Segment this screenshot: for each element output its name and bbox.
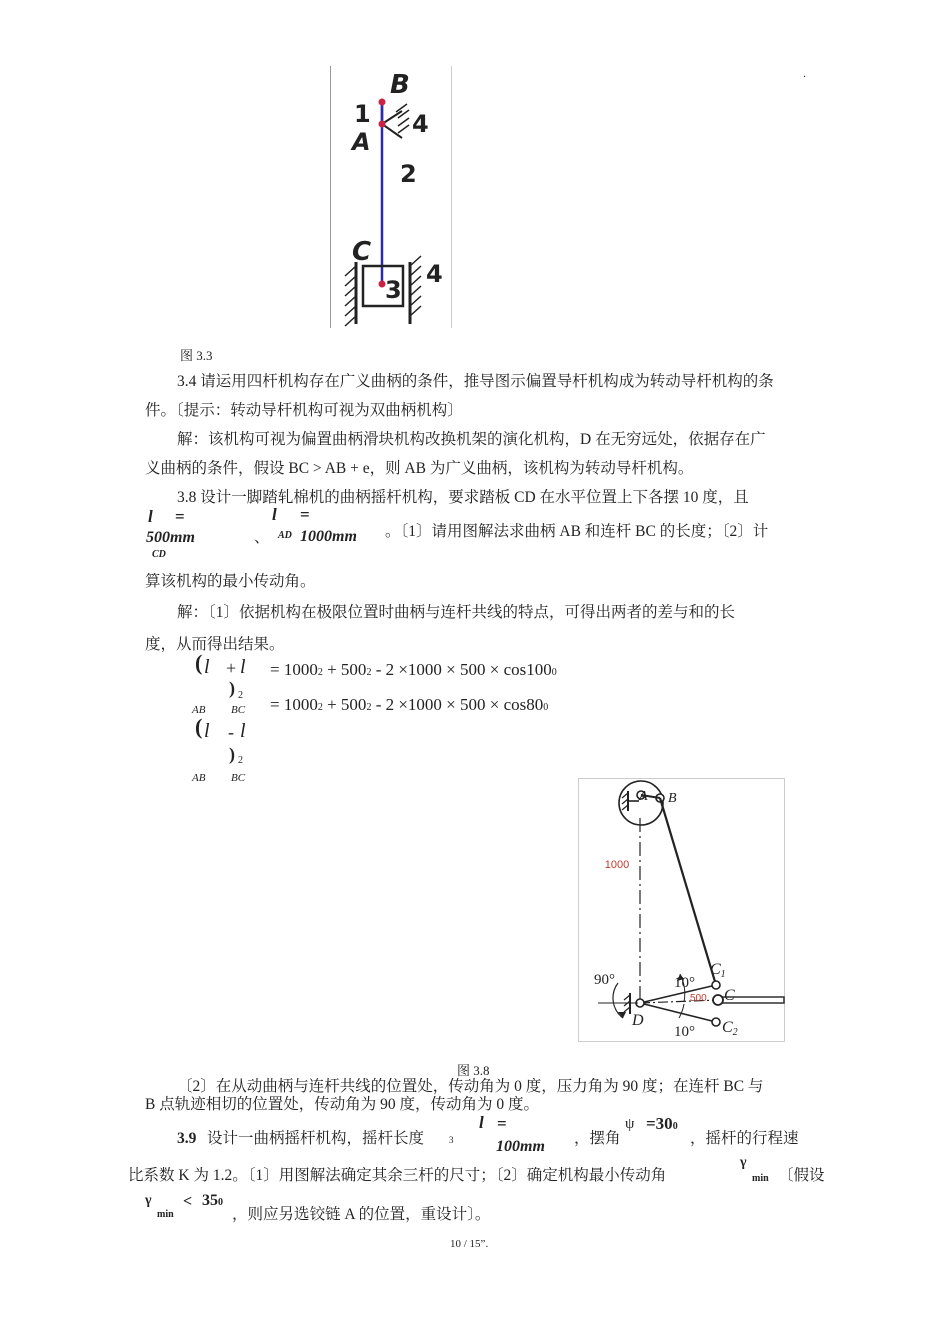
square-1: 2 xyxy=(238,690,243,701)
rhs-1-a: = 1000 xyxy=(270,660,318,679)
fig33-label-2: 2 xyxy=(400,160,417,188)
corner-dot: . xyxy=(803,66,806,80)
figure-3-8-caption: 图 3.8 xyxy=(457,1063,490,1078)
fig38-label-c: C xyxy=(724,987,735,1004)
rhs-1-c: - 2 ×1000 × 500 × cos100 xyxy=(371,660,552,679)
sub-bc-2: BC xyxy=(231,772,246,784)
fig38-label-c2-sub: 2 xyxy=(732,1027,738,1038)
solution-3-8-line2: 度，从而得出结果。 xyxy=(145,636,285,653)
figure-3-3-drawing xyxy=(330,66,452,328)
sub-ab-2: AB xyxy=(192,772,206,784)
gamma-symbol-1: γ xyxy=(740,1155,747,1170)
problem-3-8-line1: 3.8 设计一脚踏轧棉机的曲柄摇杆机构，要求踏板 CD 在水平位置上下各摆 10 度，且 xyxy=(177,489,749,506)
rocker-l-equals: = xyxy=(497,1114,507,1133)
problem-3-9-text3: ，摇杆的行程速 xyxy=(690,1130,799,1147)
paren-open-1: ( xyxy=(195,650,203,675)
gamma-limit-degree: 0 xyxy=(218,1197,223,1208)
paren-open-2: ( xyxy=(195,714,203,739)
problem-3-8-line3: 算该机构的最小传动角。 xyxy=(145,573,316,590)
problem-3-4-line2: 件。〔提示：转动导杆机构可视为双曲柄机构〕 xyxy=(145,402,463,419)
l-cd-value: 500mm xyxy=(146,529,195,546)
problem-3-9-line2: 比系数 K 为 1.2。〔1〕用图解法确定其余三杆的尺寸；〔2〕确定机构最小传动角 xyxy=(128,1167,667,1184)
plus-sign: + xyxy=(226,658,237,678)
paren-close-2: ) xyxy=(229,744,235,764)
solution-3-8-line1: 解：〔1〕依据机构在极限位置时曲柄与连杆共线的特点，可得出两者的差与和的长 xyxy=(177,604,736,621)
fig33-label-4-bottom: 4 xyxy=(426,260,443,288)
figure-3-3-caption: 图 3.3 xyxy=(180,348,213,363)
rhs-2-deg: 0 xyxy=(543,702,549,713)
gamma-min-2: min xyxy=(157,1209,174,1220)
rocker-sub-3: 3 xyxy=(449,1135,454,1145)
l-bc-2: l xyxy=(240,720,246,742)
l-cd-equals: = xyxy=(175,507,185,526)
rhs-2-sq-a: 2 xyxy=(317,702,323,713)
fig38-label-b: B xyxy=(668,791,677,806)
psi-degree: 0 xyxy=(672,1121,678,1132)
sub-ab-1: AB xyxy=(192,704,206,716)
fig38-label-c1-main: C xyxy=(710,961,721,978)
separator: 、 xyxy=(254,529,270,546)
l-bc-1: l xyxy=(240,656,246,678)
problem-3-8-line2-rest: 。〔1〕请用图解法求曲柄 AB 和连杆 BC 的长度；〔2〕计 xyxy=(385,523,769,540)
fig38-label-c1-sub: 1 xyxy=(720,969,726,980)
rhs-1-deg: 0 xyxy=(551,667,557,678)
less-than: < xyxy=(183,1193,193,1210)
problem-3-9-number: 3.9 xyxy=(177,1130,197,1147)
problem-3-9-line3: ，则应另选铰链 A 的位置，重设计〕。 xyxy=(232,1206,491,1223)
gamma-min-1: min xyxy=(752,1173,769,1184)
rhs-2-b: + 500 xyxy=(322,695,367,714)
minus-sign: - xyxy=(228,722,234,742)
page-footer: 10 / 15”. xyxy=(450,1238,489,1250)
fig33-label-4-top: 4 xyxy=(412,110,429,138)
gamma-symbol-2: γ xyxy=(145,1193,152,1208)
gamma-limit-number: 35 xyxy=(202,1192,218,1209)
rhs-1-sq-b: 2 xyxy=(366,667,372,678)
psi-symbol: ψ xyxy=(625,1116,635,1132)
fig38-angle-10-upper: 10° xyxy=(674,975,695,991)
solution-3-8-part2-line1: 〔2〕在从动曲柄与连杆共线的位置处，传动角为 0 度，压力角为 90 度；在连杆 BC 与 xyxy=(177,1078,764,1095)
fig38-label-c2 xyxy=(722,1019,738,1038)
fig33-label-c: C xyxy=(352,237,372,267)
rhs-2-c: - 2 ×1000 × 500 × cos80 xyxy=(371,695,544,714)
fig38-length-1000: 1000 xyxy=(604,859,630,871)
sub-bc-1: BC xyxy=(231,704,246,716)
l-ad-symbol: l xyxy=(272,505,277,524)
solution-3-8-part2-line2: B 点轨迹相切的位置处，传动角为 90 度，传动角为 0 度。 xyxy=(145,1096,539,1113)
fig38-length-500: 500 xyxy=(690,993,707,1004)
fig38-label-d: D xyxy=(632,1012,644,1029)
rhs-2-sq-b: 2 xyxy=(366,702,372,713)
fig38-label-c2-main: C xyxy=(722,1019,733,1036)
gamma-limit xyxy=(202,1192,223,1210)
fig33-label-b: B xyxy=(390,70,410,100)
l-ad-equals: = xyxy=(300,505,310,524)
fig33-label-3: 3 xyxy=(385,276,402,304)
figure-3-8-drawing xyxy=(578,778,786,1042)
square-2: 2 xyxy=(238,755,243,766)
l-ab-2: l xyxy=(204,720,210,742)
fig33-label-a: A xyxy=(352,128,371,156)
problem-3-9-text2: ，摆角 xyxy=(574,1130,621,1147)
figure-3-3 xyxy=(330,66,452,328)
paren-close-1: ) xyxy=(229,678,235,698)
rhs-1 xyxy=(270,660,557,680)
fig38-angle-10-lower: 10° xyxy=(674,1024,695,1040)
l-cd-subscript: CD xyxy=(152,549,166,560)
fig33-label-1: 1 xyxy=(354,100,371,128)
rocker-l-value: 100mm xyxy=(496,1138,545,1155)
problem-3-4-line1: 3.4 请运用四杆机构存在广义曲柄的条件，推导图示偏置导杆机构成为转动导杆机构的条 xyxy=(177,373,774,390)
psi-value xyxy=(646,1114,678,1134)
l-ab-1: l xyxy=(204,656,210,678)
l-ad-value: 1000mm xyxy=(300,528,357,545)
solution-3-4-line2: 义曲柄的条件，假设 BC > AB + e，则 AB 为广义曲柄，该机构为转动导杆机构。 xyxy=(145,460,694,477)
rhs-2 xyxy=(270,695,548,715)
rhs-2-a: = 1000 xyxy=(270,695,318,714)
fig38-label-c1 xyxy=(710,961,726,980)
problem-3-9-text1: 设计一曲柄摇杆机构，摇杆长度 xyxy=(207,1130,425,1147)
fig38-label-a: A xyxy=(639,789,648,804)
rhs-1-b: + 500 xyxy=(322,660,367,679)
rocker-l-symbol: l xyxy=(479,1113,484,1132)
l-ad-subscript: AD xyxy=(278,530,292,541)
rhs-1-sq-a: 2 xyxy=(317,667,323,678)
solution-3-4-line1: 解：该机构可视为偏置曲柄滑块机构改换机架的演化机构，D 在无穷远处，依据存在广 xyxy=(177,431,766,448)
figure-3-8 xyxy=(578,778,786,1042)
problem-3-9-line2b: 〔假设 xyxy=(778,1167,825,1184)
fig38-angle-90: 90° xyxy=(594,972,615,988)
l-cd-symbol: l xyxy=(148,507,153,526)
psi-value-number: =30 xyxy=(646,1114,673,1133)
